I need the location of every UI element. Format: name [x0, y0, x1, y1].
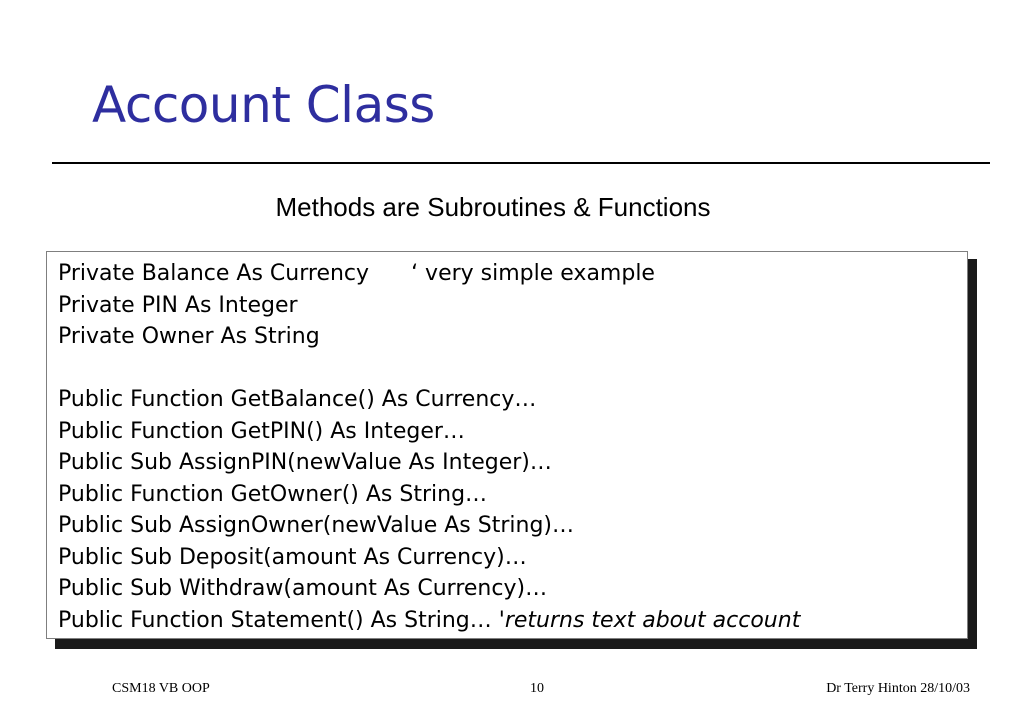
code-text: Public Sub AssignOwner(newValue As String)…	[58, 513, 575, 538]
code-comment: ‘ very simple example	[411, 261, 655, 286]
code-text: Public Function Statement() As String…	[58, 607, 499, 633]
code-line	[58, 290, 800, 322]
code-text: Public Function GetOwner() As String…	[58, 481, 488, 507]
code-line	[58, 384, 800, 416]
code-line	[58, 605, 800, 637]
code-text: Public Sub AssignPIN(newValue As Integer)…	[58, 450, 552, 475]
footer-author-date: Dr Terry Hinton 28/10/03	[826, 681, 970, 696]
code-text: Public Sub Withdraw(amount As Currency)…	[58, 576, 548, 601]
code-listing	[58, 258, 800, 636]
code-blank-line	[58, 353, 800, 385]
slide-subtitle: Methods are Subroutines & Functions	[275, 192, 711, 222]
footer-course: CSM18 VB OOP	[112, 681, 210, 696]
slide-title: Account Class	[92, 76, 435, 134]
code-text: Public Function GetPIN() As Integer…	[58, 418, 465, 444]
code-box	[46, 251, 968, 639]
code-text: Public Sub Deposit(amount As Currency)…	[58, 544, 527, 570]
code-line	[58, 479, 800, 511]
code-text: Private Balance As Currency	[58, 261, 370, 286]
code-line	[58, 258, 800, 290]
footer-page-number: 10	[530, 681, 544, 696]
code-line	[58, 447, 800, 479]
code-line	[58, 416, 800, 448]
code-line	[58, 573, 800, 605]
code-text: Private Owner As String	[58, 324, 320, 349]
code-text: Private PIN As Integer	[58, 292, 298, 318]
code-line	[58, 321, 800, 353]
code-text: Public Function GetBalance() As Currency…	[58, 387, 537, 412]
code-line	[58, 510, 800, 542]
code-line	[58, 542, 800, 574]
title-divider	[52, 162, 990, 164]
code-comment: 'returns text about account	[498, 607, 801, 633]
